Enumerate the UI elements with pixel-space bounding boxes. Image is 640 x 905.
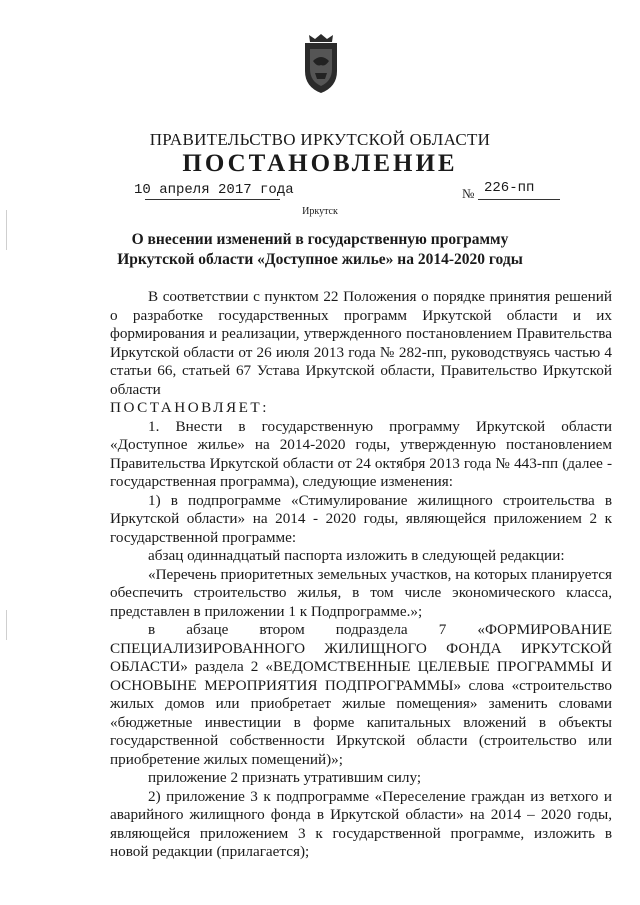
government-title: ПРАВИТЕЛЬСТВО ИРКУТСКОЙ ОБЛАСТИ (149, 130, 491, 149)
preamble-paragraph: В соответствии с пунктом 22 Положения о порядке принятия решений о разработке государственных программ Иркутской области и их формирования и реализации, утвержденного постановлением Правительства Иркутской области от 26 июля 2013 года № 282-пп, руководствуясь частью 4 статьи 66, статьей 67 Устава Иркутской области, Правительство Иркутской области (110, 288, 612, 398)
resolves-heading: ПОСТАНОВЛЯЕТ: (110, 399, 269, 416)
document-subject: О внесении изменений в государственную программу Иркутской области «Доступное жилье» на 2014-2020 годы (117, 231, 523, 268)
document-date: 10 апреля 2017 года (134, 182, 294, 198)
item-1-2-paragraph: 2) приложение 3 к подпрограмме «Переселение граждан из ветхого и аварийного жилищного фонда в Иркутской области» на 2014 – 2020 годы, являющейся приложением 3 к государственной программе, изложить в новой редакции (прилагается); (110, 787, 612, 860)
document-body (110, 288, 612, 862)
document-type-title: ПОСТАНОВЛЕНИЕ (182, 150, 458, 177)
paragraph-c: в абзаце втором подраздела 7 «ФОРМИРОВАНИЕ СПЕЦИАЛИЗИРОВАННОГО ЖИЛИЩНОГО ФОНДА ИРКУТСКОЙ ОБЛАСТИ» раздела 2 «ВЕДОМСТВЕННЫЕ ЦЕЛЕВЫЕ ПРОГРАММЫ И ОСНОВЫНЕ МЕРОПРИЯТИЯ ПОДПРОГРАММЫ» слова «строительство жилых домов или приобретает жилые помещения» заменить словами «бюджетные инвестиции в форме капитальных вложений в объекты государственной собственности Иркутской области (строительство или приобретение жилых помещений)»; (110, 621, 612, 768)
item-1-paragraph: 1. Внести в государственную программу Иркутской области «Доступное жилье» на 2014-2020 годы, утвержденную постановлением Правительства Иркутской области от 24 октября 2013 года № 443-пп (далее - государственная программа), следующие изменения: (110, 417, 612, 490)
scan-margin-mark (6, 610, 7, 640)
item-1-1-paragraph: 1) в подпрограмме «Стимулирование жилищного строительства в Иркутской области» на 2014 - 2020 годы, являющейся приложением 2 к государственной программе: (110, 491, 612, 546)
document-city: Иркутск (302, 206, 338, 217)
paragraph-d: приложение 2 признать утратившим силу; (148, 769, 422, 786)
date-underline (145, 199, 280, 200)
number-label: № (462, 186, 475, 201)
paragraph-a: абзац одиннадцатый паспорта изложить в следующей редакции: (148, 547, 565, 564)
number-underline (478, 199, 560, 200)
coat-of-arms-icon (301, 33, 341, 95)
document-number: 226-пп (484, 180, 535, 196)
paragraph-b: «Перечень приоритетных земельных участков, на которых планируется обеспечить строительство жилья, в том числе экономического класса, представлен в приложении 1 к Подпрограмме.»; (110, 565, 612, 620)
